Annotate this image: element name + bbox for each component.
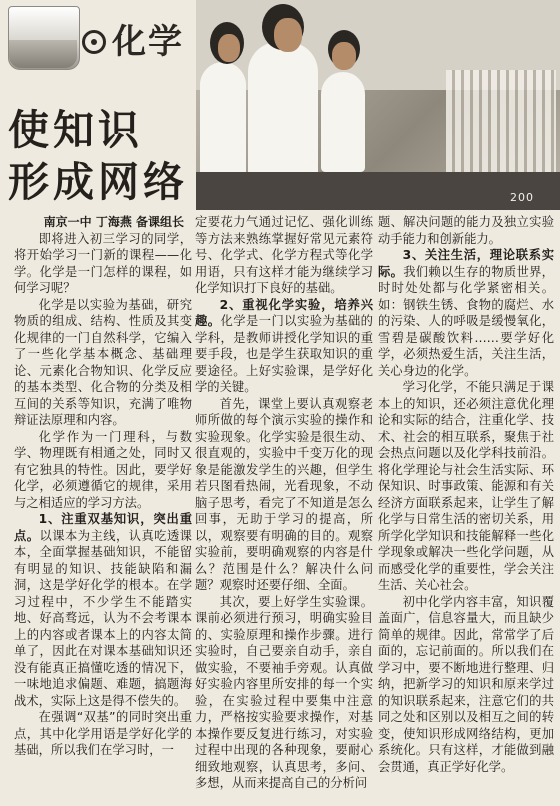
paragraph: 学习化学，不能只满足于课本上的知识，还必须注意优化理论和实际的结合，注重化学、技术、社会的相互联系，聚焦于社会热点问题以及化学科技前沿。将化学理论与社会生活实际、环保知识、时事政策、能源和有关经济方面联系起来，让学生了解化学与日常生活的密切关系，用所学化学知识和技能解释一些化学现象或解决一些化学问题，从而感受化学的重要性，学会关注生活、关心社会。 bbox=[378, 380, 554, 592]
paragraph: 在强调“双基”的同时突出重点，其中化学用语是学好化学的基础，所以我们在学习时，一 bbox=[14, 710, 192, 757]
paragraph: 2、重视化学实验，培养兴趣。化学是一门以实验为基础的学科，是教师讲授化学知识的重要手段，也是学生获取知识的重要途径。上好实验课，是学好化学的关键。 bbox=[195, 297, 373, 394]
paragraph: 1、注重双基知识，突出重点。以课本为主线，认真吃透课本，全面掌握基础知识，不能留有明显的知识、技能缺陷和漏洞，这是学好化学的根本。在学习过程中，不少学生不能踏实地、好高骛远，认为不会考课本上的内容或者课本上的内容太简单了，因此在对课本基础知识还没有能真正搞懂吃透的情况下，一味地追求偏题、难题，搞题海战术，实际上这是得不偿失的。 bbox=[14, 512, 192, 708]
lab-photo bbox=[196, 0, 560, 210]
article-column-2 bbox=[195, 214, 373, 792]
paragraph: 其次，要上好学生实验课。课前必须进行预习，明确实验目的、实验原理和操作步骤。进行实验时，自己要亲自动手，亲自做实验，不要袖手旁观。认真做好实验内容里所安排的每一个实验，在实验过程中要集中注意力，严格按实验要求操作，对基本操作要反复进行练习，对实验过程中出现的各种现象，要耐心细致地观察，认真思考，多问、多想，从而来提高自己的分析问 bbox=[195, 594, 373, 790]
photo-year: 200 bbox=[510, 191, 534, 204]
paragraph: 首先，课堂上要认真观察老师所做的每个演示实验的操作和实验现象。化学实验是很生动、很直观的，实验中千变万化的现象是能激发学生的兴趣，但学生若只图看热闹，光看现象，不动脑子思考，看完了不知道是怎么回事，无助于学习的提高，所以，观察要有明确的目的。观察实验前，要明确观察的内容是什么？范围是什么？解决什么问题？观察时还要仔细、全面。 bbox=[195, 396, 373, 592]
paragraph: 题、解决问题的能力及独立实验动手能力和创新能力。 bbox=[378, 215, 554, 246]
paragraph: 化学作为一门理科，与数学、物理既有相通之处，同时又有它独具的特性。因此，要学好化学，必须遵循它的规律，采用与之相适应的学习方法。 bbox=[14, 429, 192, 510]
title-line-1: 使知识 bbox=[8, 106, 143, 154]
paragraph: 3、关注生活，理论联系实际。我们赖以生存的物质世界，时时处处都与化学紧密相关。如：钢铁生锈、食物的腐烂、水的污染、人的呼吸是缓慢氧化，雪碧是碳酸饮料……要学好化学，必须热爱生活，关注生活，关心身边的化学。 bbox=[378, 248, 554, 378]
section-topic: 化学 bbox=[112, 22, 184, 62]
article-column-3 bbox=[378, 214, 554, 775]
subheading: 1、注重双基知识，突出重点。 bbox=[14, 512, 192, 543]
title-line-2: 形成网络 bbox=[8, 158, 188, 206]
byline: 南京一中 丁海燕 备课组长 bbox=[43, 215, 184, 229]
article-title bbox=[8, 104, 193, 208]
article-column-1 bbox=[14, 214, 192, 759]
paragraph: 定要花力气通过记忆、强化训练等方法来熟练掌握好常见元素符号、化学式、化学方程式等化学用语，只有这样才能为继续学习化学知识打下良好的基础。 bbox=[195, 215, 373, 295]
subheading: 3、关注生活，理论联系实际。 bbox=[378, 248, 554, 279]
subheading: 2、重视化学实验，培养兴趣。 bbox=[195, 297, 373, 328]
paragraph: 化学是以实验为基础，研究物质的组成、结构、性质及其变化规律的一门自然科学，它编入了一些化学基本概念、基础理论、元素化合物知识、化学反应的基本类型、化合物的分类及相互间的关系等知识，充满了唯物辩证法原理和内容。 bbox=[14, 297, 192, 427]
paragraph: 即将进入初三学习的同学，将开始学习一门新的课程——化学。化学是一门怎样的课程，如何学习呢？ bbox=[14, 231, 192, 295]
paragraph: 初中化学内容丰富，知识覆盖面广，信息容量大，而且缺少简单的规律。因此，常常学了后面的，忘记前面的。所以我们在学习中，要不断地进行整理、归纳，把新学习的知识和原来学过的知识联系起来，注意它们的共同之处和区别以及相互之间的转变，使知识形成网络结构，更加系统化。只有这样，才能做到融会贯通，真正学好化学。 bbox=[378, 594, 554, 774]
